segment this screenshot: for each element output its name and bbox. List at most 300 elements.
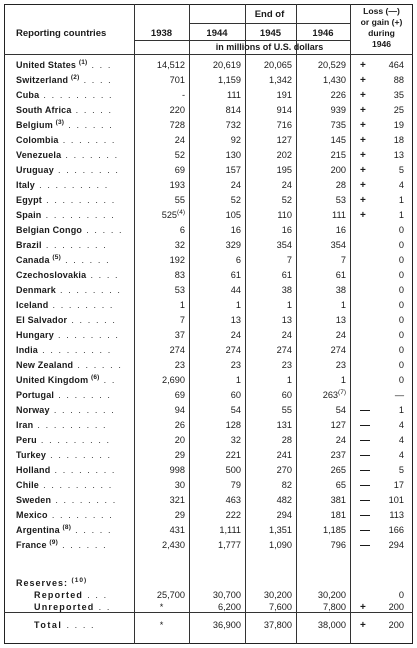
- cell-1944: 1,777: [218, 540, 241, 550]
- cell-1938-value: -: [181, 90, 185, 100]
- cell-1938: [134, 389, 185, 402]
- cell-1938-value: 20: [174, 435, 185, 445]
- cell-1944: 130: [225, 150, 241, 160]
- country-footnote: (1): [78, 59, 88, 66]
- cell-1938-value: 26: [174, 420, 185, 430]
- cell-1944: 463: [225, 495, 241, 505]
- country-label: [16, 464, 116, 477]
- change-sign: +: [360, 135, 366, 146]
- cell-1946: [296, 539, 346, 552]
- country-label: [16, 389, 112, 402]
- cell-change: 0: [398, 225, 404, 235]
- cell-1946-value: 127: [330, 420, 346, 430]
- leader-dots: . . . . .: [82, 225, 124, 235]
- change-sign: +: [360, 165, 366, 176]
- cell-1946: [296, 224, 346, 237]
- leader-dots: . . . . . . . .: [51, 495, 117, 505]
- cell-1938-value: 29: [174, 510, 185, 520]
- cell-1938: [134, 74, 185, 87]
- country-label: [16, 314, 116, 327]
- country-name: Italy: [16, 180, 36, 190]
- cell-1945: 270: [276, 465, 292, 475]
- header-reporting-countries: Reporting countries: [16, 28, 107, 39]
- cell-change: 18: [393, 135, 404, 145]
- country-name: United Kingdom: [16, 375, 89, 385]
- leader-dots: . . . . . . . .: [41, 240, 108, 250]
- cell-1944: 329: [225, 240, 241, 250]
- cell-1938-value: 321: [169, 495, 185, 505]
- header-units: in millions of U.S. dollars: [215, 42, 324, 52]
- leader-dots: . . . . . . . .: [50, 465, 117, 475]
- cell-1946-value: 354: [330, 240, 346, 250]
- cell-1944: 44: [230, 285, 241, 295]
- cell-change: 0: [398, 360, 404, 370]
- cell-1938-value: 53: [174, 285, 185, 295]
- country-name: Chile: [16, 480, 40, 490]
- leader-dots: . . . . . . . .: [55, 285, 122, 295]
- cell-change: 0: [398, 270, 404, 280]
- country-name: Belgium: [16, 120, 53, 130]
- reserves-unreported-1945: 7,600: [269, 602, 292, 612]
- cell-1944: 60: [230, 390, 241, 400]
- cell-1946-value: 23: [335, 360, 346, 370]
- country-footnote: (8): [62, 524, 72, 531]
- cell-1946: [296, 89, 346, 102]
- country-label: [16, 404, 115, 417]
- cell-1946: [296, 284, 346, 297]
- header-year-1945: 1945: [259, 28, 282, 39]
- cell-1938-value: 6: [179, 225, 185, 235]
- cell-1946-value: 28: [335, 180, 346, 190]
- country-name: Turkey: [16, 450, 47, 460]
- total-sign: +: [360, 620, 366, 631]
- cell-1945: 716: [276, 120, 292, 130]
- cell-1945: 202: [276, 150, 292, 160]
- cell-change: 0: [398, 240, 404, 250]
- total-1945: 37,800: [263, 620, 292, 630]
- cell-1944: 1: [235, 300, 241, 310]
- cell-1946: [296, 149, 346, 162]
- cell-1946-value: 16: [335, 225, 346, 235]
- cell-1946: [296, 74, 346, 87]
- country-label: [16, 74, 112, 87]
- change-sign: +: [360, 180, 366, 191]
- country-label: [16, 434, 111, 447]
- cell-1945: 24: [281, 330, 292, 340]
- country-label: [16, 254, 110, 267]
- cell-change: 4: [398, 435, 404, 445]
- change-sign: —: [360, 510, 370, 521]
- header-change-line3: during: [368, 28, 395, 38]
- cell-1938: [134, 299, 185, 312]
- reserves-label-text: Reserves:: [16, 578, 69, 588]
- cell-1945: 16: [281, 225, 292, 235]
- change-sign: —: [360, 525, 370, 536]
- cell-change: 464: [388, 60, 404, 70]
- cell-1945: 52: [281, 195, 292, 205]
- cell-1946-value: 237: [330, 450, 346, 460]
- cell-1938: [134, 269, 185, 282]
- change-sign: —: [360, 420, 370, 431]
- leader-dots: . . . .: [79, 75, 113, 85]
- cell-1945: 195: [276, 165, 292, 175]
- cell-1938-value: 728: [169, 120, 185, 130]
- cell-1946-value: 181: [330, 510, 346, 520]
- cell-change: 88: [393, 75, 404, 85]
- reserves-unreported-1938: *: [159, 602, 164, 612]
- cell-1946-value: 1,430: [323, 75, 346, 85]
- cell-1938: [134, 59, 185, 72]
- cell-1945: 61: [281, 270, 292, 280]
- cell-1946-value: 381: [330, 495, 346, 505]
- leader-dots: . . . . . . . . .: [39, 480, 113, 490]
- country-label: [16, 419, 107, 432]
- cell-1945: 241: [276, 450, 292, 460]
- country-footnote: (5): [52, 254, 61, 261]
- country-name: Iran: [16, 420, 34, 430]
- total-label-text: Total: [34, 620, 63, 630]
- cell-1944: 6: [235, 255, 241, 265]
- cell-1938-value: 193: [169, 180, 185, 190]
- cell-1938: [134, 464, 185, 477]
- cell-1946-value: 226: [330, 90, 346, 100]
- cell-1944: 61: [230, 270, 241, 280]
- country-label: [16, 359, 122, 372]
- country-name: Norway: [16, 405, 50, 415]
- reserves-reported-label: Reported . . .: [34, 590, 108, 600]
- cell-change: 0: [398, 300, 404, 310]
- country-name: Belgian Congo: [16, 225, 83, 235]
- cell-1938: [134, 329, 185, 342]
- country-label: [16, 374, 116, 387]
- cell-1945: 38: [281, 285, 292, 295]
- leader-dots: . . . . .: [71, 525, 113, 535]
- cell-1944: 274: [225, 345, 241, 355]
- country-name: Brazil: [16, 240, 42, 250]
- cell-1946-value: 20,529: [317, 60, 346, 70]
- leader-dots: . . . . . . . . .: [42, 195, 116, 205]
- cell-1938: [134, 374, 185, 387]
- reserves-unreported-1944: 6,200: [218, 602, 241, 612]
- leader-dots: . . . . .: [71, 105, 113, 115]
- leader-dots: . . . . . .: [60, 255, 111, 265]
- cell-1946-value: 796: [330, 540, 346, 550]
- cell-change: 19: [393, 120, 404, 130]
- cell-1946: [296, 104, 346, 117]
- country-label: [16, 449, 112, 462]
- cell-1946: [296, 134, 346, 147]
- cell-1938: [134, 194, 185, 207]
- total-1946: 38,000: [317, 620, 346, 630]
- cell-1938: [134, 179, 185, 192]
- cell-1946: [296, 479, 346, 492]
- cell-1946: [296, 299, 346, 312]
- cell-1944: 32: [230, 435, 241, 445]
- leader-dots: . . . . . .: [73, 360, 123, 370]
- cell-1945: 191: [276, 90, 292, 100]
- cell-1946: [296, 164, 346, 177]
- cell-1946-value: 54: [335, 405, 346, 415]
- cell-1938: [134, 239, 185, 252]
- cell-1945: 13: [281, 315, 292, 325]
- cell-change: 113: [389, 510, 404, 520]
- cell-1938: [134, 254, 185, 267]
- country-label: [16, 509, 113, 522]
- cell-1946-value: 215: [330, 150, 346, 160]
- country-footnote: (6): [91, 374, 100, 381]
- header-change-line1: Loss (—): [363, 6, 400, 16]
- change-sign: +: [360, 60, 366, 71]
- cell-change: 25: [393, 105, 404, 115]
- cell-1946: [296, 404, 346, 417]
- change-sign: —: [360, 540, 370, 551]
- cell-1938: [134, 209, 185, 222]
- cell-1945: 294: [276, 510, 292, 520]
- change-sign: +: [360, 120, 366, 131]
- cell-1946-value: 274: [330, 345, 346, 355]
- cell-1944: 20,619: [212, 60, 241, 70]
- reserves-reported-change: 0: [398, 590, 404, 600]
- cell-1938: [134, 134, 185, 147]
- reserves-unreported-text: Unreported: [34, 602, 95, 612]
- reserves-unreported-label: Unreported . .: [34, 602, 111, 612]
- cell-1938: [134, 284, 185, 297]
- total-1944: 36,900: [212, 620, 241, 630]
- leader-dots: . . . . . . . . .: [35, 180, 109, 190]
- cell-1938-value: 30: [174, 480, 185, 490]
- country-label: [16, 209, 115, 222]
- cell-1938: [134, 359, 185, 372]
- reserves-unreported-1946: 7,800: [323, 602, 346, 612]
- total-change: 200: [388, 620, 404, 630]
- cell-1945: 131: [276, 420, 292, 430]
- cell-1944: 105: [225, 210, 241, 220]
- cell-change: 1: [398, 210, 404, 220]
- cell-change: 13: [393, 150, 404, 160]
- cell-1938-value: 2,690: [162, 375, 185, 385]
- cell-change: 4: [398, 180, 404, 190]
- country-label: [16, 149, 119, 162]
- country-name: Peru: [16, 435, 37, 445]
- change-sign: —: [360, 480, 370, 491]
- cell-1938-footnote: (4): [177, 208, 185, 216]
- change-sign: —: [360, 465, 370, 476]
- cell-1938-value: 1: [179, 300, 185, 310]
- leader-dots: . . . . . . . .: [49, 405, 116, 415]
- cell-1938-value: 52: [174, 150, 185, 160]
- cell-1945: 1,342: [269, 75, 292, 85]
- cell-1946: [296, 269, 346, 282]
- country-name: Sweden: [16, 495, 52, 505]
- cell-1938-value: 32: [174, 240, 185, 250]
- total-label: Total . . . .: [34, 620, 96, 630]
- country-label: [16, 134, 116, 147]
- cell-change: 294: [388, 540, 404, 550]
- leader-dots: . . . . . . . .: [53, 330, 120, 340]
- reserves-reported-1944: 30,700: [212, 590, 241, 600]
- change-sign: —: [360, 495, 370, 506]
- leader-dots: . . . . . . .: [54, 390, 112, 400]
- cell-1945: 1,090: [269, 540, 292, 550]
- cell-1938: [134, 449, 185, 462]
- cell-change: 0: [398, 375, 404, 385]
- country-name: Canada: [16, 255, 50, 265]
- cell-1944: 92: [230, 135, 241, 145]
- cell-change: 0: [398, 315, 404, 325]
- country-label: [16, 329, 120, 342]
- cell-1938-value: 525: [161, 210, 178, 220]
- cell-1946: [296, 509, 346, 522]
- country-name: Switzerland: [16, 75, 69, 85]
- cell-change: 166: [388, 525, 404, 535]
- change-sign: +: [360, 90, 366, 101]
- cell-1946: [296, 374, 346, 387]
- cell-1946-value: 1,185: [323, 525, 346, 535]
- country-label: [16, 344, 112, 357]
- cell-change: 0: [398, 285, 404, 295]
- cell-1946: [296, 179, 346, 192]
- reserves-unreported-change: 200: [388, 602, 404, 612]
- cell-1938-value: 69: [174, 390, 185, 400]
- country-name: Holland: [16, 465, 51, 475]
- cell-change: 5: [398, 165, 404, 175]
- cell-1946: [296, 329, 346, 342]
- leader-dots: . . . . . .: [64, 120, 114, 130]
- cell-1944: 128: [225, 420, 241, 430]
- leader-dots: . . . . . . . .: [53, 165, 120, 175]
- cell-1944: 54: [230, 405, 241, 415]
- header-year-1946: 1946: [312, 28, 334, 39]
- cell-1946: [296, 464, 346, 477]
- country-name: Egypt: [16, 195, 43, 205]
- change-sign: —: [360, 450, 370, 461]
- cell-1944: 24: [230, 180, 241, 190]
- cell-1946-value: 939: [330, 105, 346, 115]
- cell-1944: 79: [230, 480, 241, 490]
- cell-1946-value: 53: [335, 195, 346, 205]
- cell-1945: 82: [281, 480, 292, 490]
- change-sign: +: [360, 150, 366, 161]
- country-name: Argentina: [16, 525, 60, 535]
- cell-1938: [134, 479, 185, 492]
- cell-1944: 157: [225, 165, 241, 175]
- country-label: [16, 539, 107, 552]
- country-label: [16, 179, 109, 192]
- country-name: Cuba: [16, 90, 40, 100]
- cell-1945: 7: [286, 255, 292, 265]
- header-year-1944: 1944: [206, 28, 228, 39]
- cell-1938: [134, 149, 185, 162]
- country-label: [16, 524, 112, 537]
- cell-1946: [296, 254, 346, 267]
- cell-1946: [296, 209, 346, 222]
- country-name: Portugal: [16, 390, 55, 400]
- cell-1946-value: 145: [330, 135, 346, 145]
- cell-1946-value: 24: [335, 435, 346, 445]
- cell-1938: [134, 224, 185, 237]
- cell-1938: [134, 434, 185, 447]
- cell-1946-value: 200: [330, 165, 346, 175]
- leader-dots: . . . . . . . .: [46, 450, 112, 460]
- cell-1938: [134, 344, 185, 357]
- cell-1946: [296, 449, 346, 462]
- leader-dots: . . . . . .: [67, 315, 117, 325]
- country-name: Mexico: [16, 510, 48, 520]
- cell-1938: [134, 314, 185, 327]
- country-name: India: [16, 345, 39, 355]
- cell-1944: 111: [227, 90, 241, 100]
- cell-1946-value: 38: [335, 285, 346, 295]
- cell-1946: [296, 344, 346, 357]
- cell-1946: [296, 494, 346, 507]
- country-name: Czechoslovakia: [16, 270, 87, 280]
- cell-1946: [296, 59, 346, 72]
- cell-1945: 20,065: [263, 60, 292, 70]
- cell-1945: 55: [281, 405, 292, 415]
- cell-1945: 482: [276, 495, 292, 505]
- change-sign: —: [360, 435, 370, 446]
- header-end-of: End of: [254, 9, 285, 20]
- cell-1944: 52: [230, 195, 241, 205]
- cell-1946-value: 7: [340, 255, 346, 265]
- country-name: South Africa: [16, 105, 72, 115]
- cell-1945: 110: [277, 210, 292, 220]
- reserves-reported-1938: 25,700: [156, 590, 185, 600]
- cell-1938-value: 2,430: [162, 540, 185, 550]
- cell-1938: [134, 404, 185, 417]
- cell-1938-value: 94: [174, 405, 185, 415]
- cell-change: 101: [388, 495, 404, 505]
- cell-change: 1: [398, 195, 404, 205]
- cell-1938-value: 192: [169, 255, 185, 265]
- reserves-footnote: (10): [71, 577, 88, 584]
- cell-1938: [134, 494, 185, 507]
- leader-dots: . . . . . . . . .: [36, 435, 111, 445]
- cell-1945: 274: [276, 345, 292, 355]
- cell-1946-footnote: (7): [338, 388, 346, 396]
- reserves-reported-text: Reported: [34, 590, 84, 600]
- cell-1946: [296, 524, 346, 537]
- cell-1945: 127: [276, 135, 292, 145]
- cell-1944: 500: [225, 465, 241, 475]
- leader-dots: . . . . . . . . .: [39, 90, 114, 100]
- cell-1938-value: 23: [174, 360, 185, 370]
- cell-1946: [296, 359, 346, 372]
- cell-1946-value: 24: [335, 330, 346, 340]
- country-name: Denmark: [16, 285, 56, 295]
- cell-1944: 24: [230, 330, 241, 340]
- cell-1945: 914: [276, 105, 292, 115]
- change-sign: +: [360, 210, 366, 221]
- country-name: Hungary: [16, 330, 54, 340]
- cell-change: 5: [398, 465, 404, 475]
- cell-1944: 13: [230, 315, 241, 325]
- change-sign: +: [360, 195, 366, 206]
- country-label: [16, 224, 123, 237]
- cell-1945: 1: [286, 300, 292, 310]
- header-year-1938: 1938: [150, 28, 173, 39]
- change-sign: —: [360, 405, 370, 416]
- cell-1945: 1,351: [269, 525, 292, 535]
- country-name: New Zealand: [16, 360, 74, 370]
- cell-1938-value: 998: [169, 465, 185, 475]
- reserves-unreported-sign: +: [360, 602, 366, 613]
- cell-1946: [296, 434, 346, 447]
- cell-1946-value: 263: [322, 390, 339, 400]
- country-name: Uruguay: [16, 165, 54, 175]
- country-label: [16, 164, 120, 177]
- country-name: United States: [16, 60, 77, 70]
